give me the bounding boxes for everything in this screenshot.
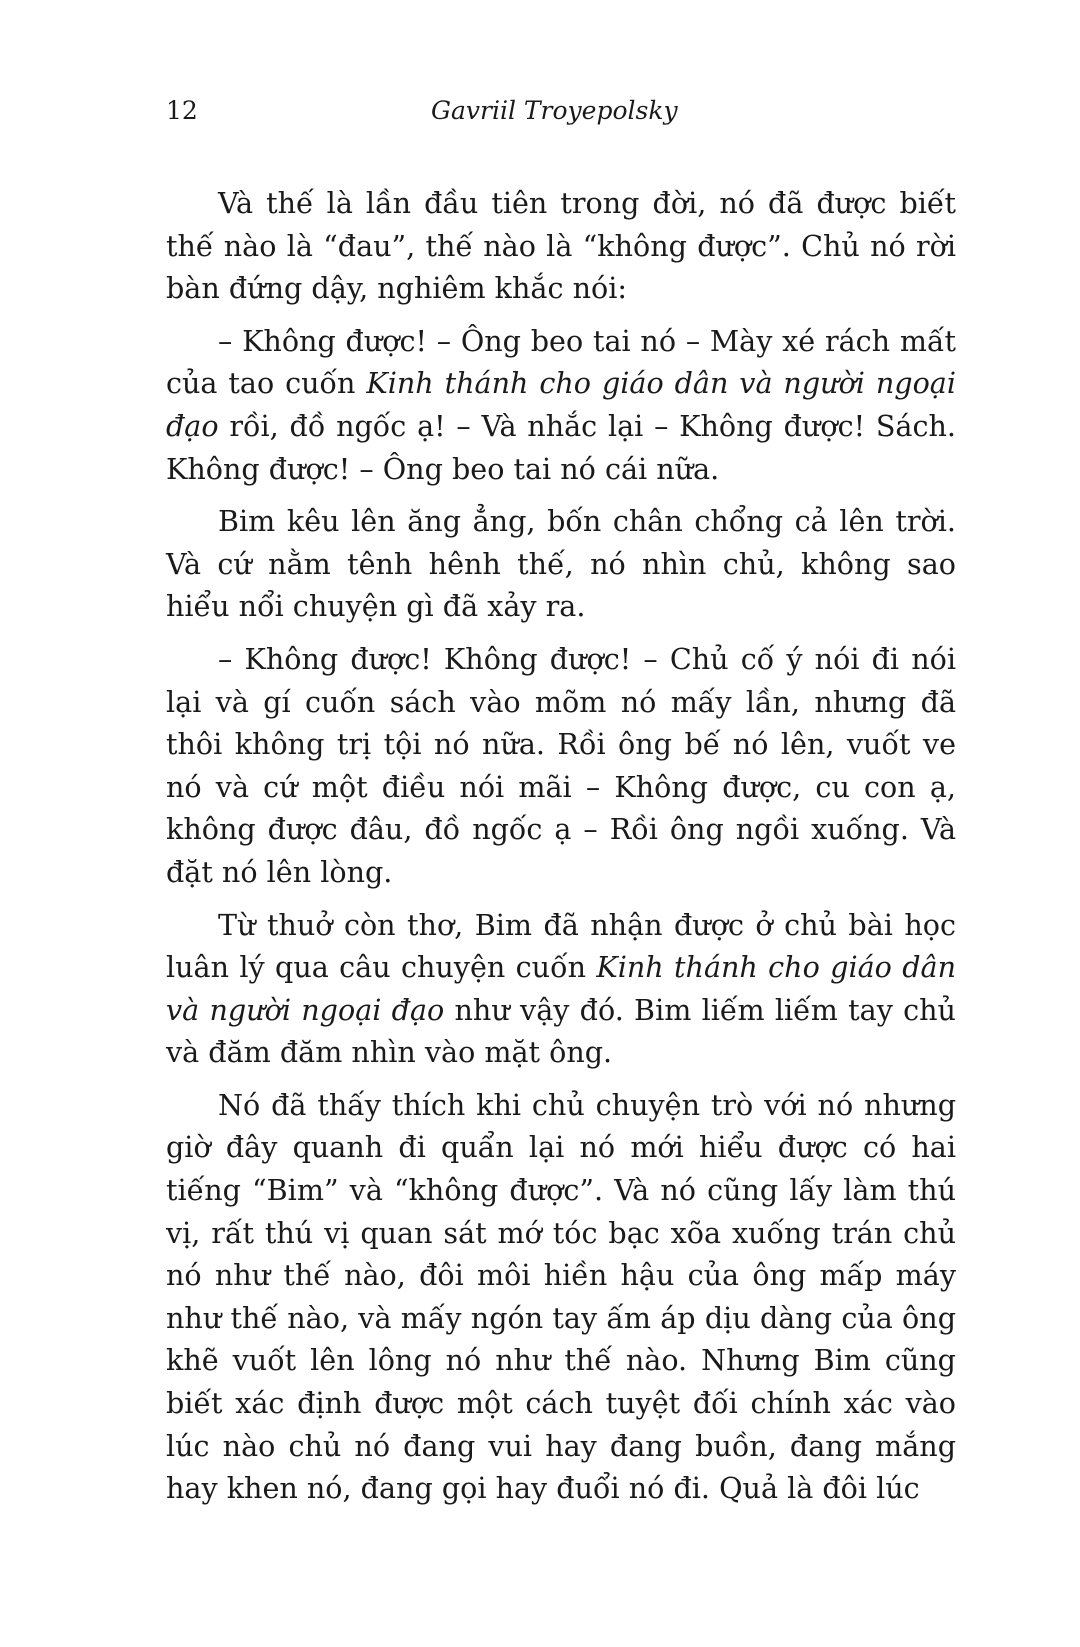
paragraph: Và thế là lần đầu tiên trong đời, nó đã được biết thế nào là “đau”, thế nào là “không được”. Chủ nó rời bàn đứng dậy, nghiêm khắc nói: — [166, 186, 956, 306]
running-head-author: Gavriil Troyepolsky — [431, 96, 678, 125]
paragraph — [166, 320, 956, 490]
paragraph — [166, 904, 956, 1074]
page-number: 12 — [166, 96, 198, 125]
paragraph-text: Từ thuở còn thơ, Bim đã nhận được ở chủ bài học luân lý qua câu chuyện cuốn — [166, 907, 956, 985]
paragraph-text: như vậy đó. Bim liếm liếm tay chủ và đăm đăm nhìn vào mặt ông. — [166, 992, 956, 1070]
book-title-italic: Kinh thánh cho giáo dân và người ngoại đạo — [166, 950, 956, 1027]
book-page — [166, 84, 956, 1520]
book-title-italic: Kinh thánh cho giáo dân và người ngoại đạo — [166, 366, 956, 443]
paragraph: – Không được! Không được! – Chủ cố ý nói đi nói lại và gí cuốn sách vào mõm nó mấy lần, nhưng đã thôi không trị tội nó nữa. Rồi ông bế nó lên, vuốt ve nó và cứ một điều nói mãi – Không được, cu con ạ, không được đâu, đồ ngốc ạ – Rồi ông ngồi xuống. Và đặt nó lên lòng. — [166, 641, 956, 889]
page-header — [166, 84, 956, 144]
paragraph-text: – Không được! – Ông beo tai nó – Mày xé rách mất của tao cuốn — [166, 323, 956, 401]
paragraph-text: rồi, đồ ngốc ạ! – Và nhắc lại – Không được! Sách. Không được! – Ông beo tai nó cái nữa. — [166, 408, 956, 486]
paragraph: Bim kêu lên ăng ẳng, bốn chân chổng cả lên trời. Và cứ nằm tênh hênh thế, nó nhìn chủ, không sao hiểu nổi chuyện gì đã xảy ra. — [166, 504, 956, 624]
body-text — [166, 182, 956, 1510]
paragraph: Nó đã thấy thích khi chủ chuyện trò với nó nhưng giờ đây quanh đi quẩn lại nó mới hiểu được có hai tiếng “Bim” và “không được”. Và nó cũng lấy làm thú vị, rất thú vị quan sát mớ tóc bạc xõa xuống trán chủ nó như thế nào, đôi môi hiền hậu của ông mấp máy như thế nào, và mấy ngón tay ấm áp dịu dàng của ông khẽ vuốt lên lông nó như thế nào. Nhưng Bim cũng biết xác định được một cách tuyệt đối chính xác vào lúc nào chủ nó đang vui hay đang buồn, đang mắng hay khen nó, đang gọi hay đuổi nó đi. Quả là đôi lúc — [166, 1087, 956, 1506]
